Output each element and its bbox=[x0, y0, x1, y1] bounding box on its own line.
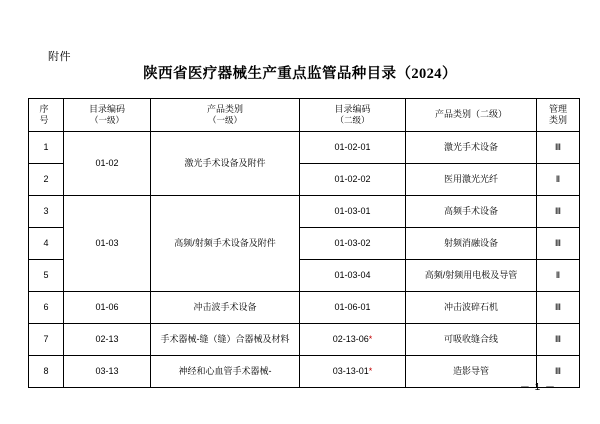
cell-management-class: Ⅲ bbox=[537, 292, 580, 324]
column-header-code-level2-main: 目录编码 bbox=[334, 104, 371, 115]
column-header-category-level1 bbox=[151, 99, 300, 132]
cell-seq: 2 bbox=[29, 164, 64, 196]
cell-code-level2-text: 01-03-02 bbox=[334, 237, 371, 248]
cell-code-level2-text: 01-06-01 bbox=[334, 301, 371, 312]
cell-seq: 6 bbox=[29, 292, 64, 324]
cell-code-level1: 03-13 bbox=[64, 356, 151, 388]
table-header-row bbox=[29, 99, 580, 132]
cell-management-class: Ⅲ bbox=[537, 324, 580, 356]
cell-code-level1: 02-13 bbox=[64, 324, 151, 356]
cell-management-class: Ⅱ bbox=[537, 260, 580, 292]
page-title: 陕西省医疗器械生产重点监管品种目录（2024） bbox=[143, 66, 457, 82]
page-number: － 1 － bbox=[519, 382, 556, 393]
column-header-code-level2 bbox=[300, 99, 406, 132]
cell-code-level2-text: 01-02-01 bbox=[334, 141, 371, 152]
cell-category-level2: 冲击波碎石机 bbox=[406, 292, 537, 324]
column-header-category-level2: 产品类别（二级） bbox=[406, 99, 537, 132]
cell-code-level2-star: * bbox=[368, 333, 373, 344]
cell-management-class: Ⅲ bbox=[537, 196, 580, 228]
table-row bbox=[29, 196, 580, 228]
cell-management-class: Ⅲ bbox=[537, 356, 580, 388]
column-header-category-level1-main: 产品类别 bbox=[206, 104, 243, 115]
cell-code-level2-star: * bbox=[368, 365, 373, 376]
column-header-code-level1-main: 目录编码 bbox=[88, 104, 125, 115]
table-row bbox=[29, 292, 580, 324]
column-header-code-level2-sub: （二级） bbox=[335, 115, 370, 126]
cell-seq: 5 bbox=[29, 260, 64, 292]
catalog-table bbox=[28, 98, 580, 388]
cell-category-level1: 手术器械-缝（缝）合器械及材料 bbox=[151, 324, 300, 356]
cell-category-level2: 激光手术设备 bbox=[406, 132, 537, 164]
table-row bbox=[29, 132, 580, 164]
cell-code-level2-text: 01-02-02 bbox=[334, 173, 371, 184]
cell-category-level2: 造影导管 bbox=[406, 356, 537, 388]
column-header-code-level1-sub: （一级） bbox=[89, 115, 124, 126]
cell-code-level2 bbox=[300, 228, 406, 260]
attachment-label: 附件 bbox=[48, 51, 71, 63]
cell-code-level2 bbox=[300, 260, 406, 292]
column-header-management-class-sub: 类别 bbox=[548, 115, 567, 125]
cell-code-level2 bbox=[300, 324, 406, 356]
cell-code-level2-text: 01-03-04 bbox=[334, 269, 371, 280]
cell-management-class: Ⅲ bbox=[537, 228, 580, 260]
column-header-seq: 序 号 bbox=[29, 99, 64, 132]
cell-category-level1: 冲击波手术设备 bbox=[151, 292, 300, 324]
cell-code-level2-text: 02-13-06 bbox=[332, 333, 369, 344]
cell-seq: 3 bbox=[29, 196, 64, 228]
cell-category-level2: 医用激光光纤 bbox=[406, 164, 537, 196]
column-header-management-class bbox=[537, 99, 580, 132]
cell-code-level2-text: 01-03-01 bbox=[334, 205, 371, 216]
cell-code-level1: 01-02 bbox=[64, 132, 151, 196]
cell-category-level2: 高频/射频用电极及导管 bbox=[406, 260, 537, 292]
cell-code-level1: 01-06 bbox=[64, 292, 151, 324]
table-row bbox=[29, 356, 580, 388]
cell-seq: 4 bbox=[29, 228, 64, 260]
column-header-management-class-main: 管理 bbox=[548, 103, 567, 114]
cell-code-level2 bbox=[300, 132, 406, 164]
cell-category-level2: 可吸收缝合线 bbox=[406, 324, 537, 356]
cell-seq: 7 bbox=[29, 324, 64, 356]
cell-code-level2 bbox=[300, 292, 406, 324]
cell-code-level2 bbox=[300, 356, 406, 388]
cell-category-level1: 激光手术设备及附件 bbox=[151, 132, 300, 196]
cell-category-level2: 射频消融设备 bbox=[406, 228, 537, 260]
cell-category-level1: 神经和心血管手术器械- bbox=[151, 356, 300, 388]
cell-seq: 8 bbox=[29, 356, 64, 388]
cell-code-level1: 01-03 bbox=[64, 196, 151, 292]
cell-category-level2: 高频手术设备 bbox=[406, 196, 537, 228]
column-header-code-level1 bbox=[64, 99, 151, 132]
table-header bbox=[29, 99, 580, 132]
cell-code-level2-text: 03-13-01 bbox=[332, 365, 369, 376]
column-header-category-level1-sub: （一级） bbox=[207, 115, 242, 126]
table-row bbox=[29, 324, 580, 356]
cell-code-level2 bbox=[300, 196, 406, 228]
cell-category-level1: 高频/射频手术设备及附件 bbox=[151, 196, 300, 292]
cell-code-level2 bbox=[300, 164, 406, 196]
cell-seq: 1 bbox=[29, 132, 64, 164]
cell-management-class: Ⅱ bbox=[537, 164, 580, 196]
cell-management-class: Ⅲ bbox=[537, 132, 580, 164]
table-body bbox=[29, 132, 580, 388]
